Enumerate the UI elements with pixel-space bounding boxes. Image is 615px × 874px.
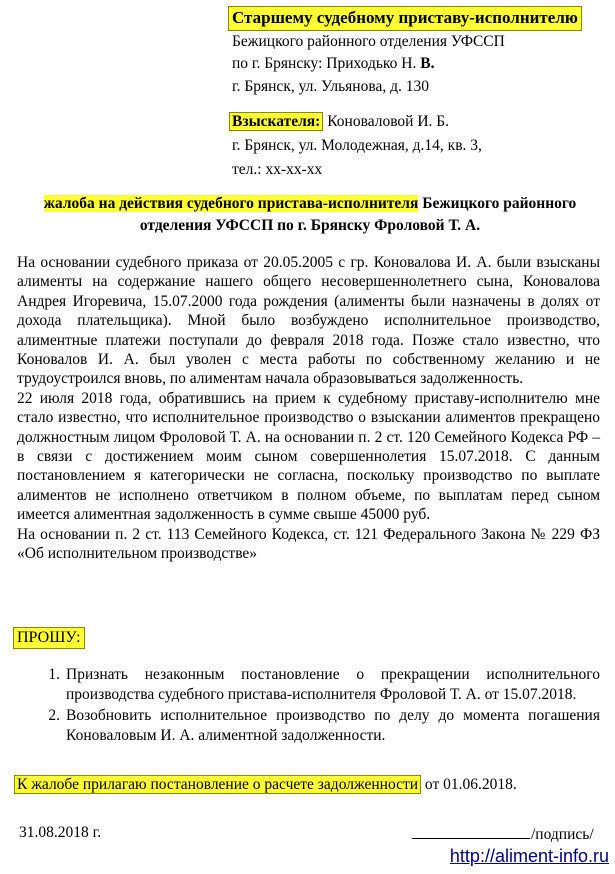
body-paragraph-1: На основании судебного приказа от 20.05.2005 с гр. Коновалова И. А. были взысканы алименты на содержание нашего общего несовершеннолетнего сына, Коновалова Андрея Игоревича, 15.07.2000 года рождения (алименты были назначены в долях от дохода плательщика). Мной было возбуждено исполнительное производство, алиментные платежи поступали до февраля 2018 года. Позже стало известно, что Коновалов И. А. был уволен с места работы по собственному желанию и не трудоустроился вновь, по алиментам начала образовываться задолженность. [17,254,600,388]
claimant-address: г. Брянск, ул. Молодежная, д.14, кв. 3, [232,137,482,154]
attachment-line [14,775,517,795]
addressee-block [232,6,602,98]
list-item-text: Возобновить исполнительное производство по делу до момента погашения Коноваловым И. А. алиментной задолженности. [66,707,600,744]
attachment-highlight: К жалобе прилагаю постановление о расчете задолженности [14,775,421,794]
claimant-label: Взыскателя: [229,112,323,131]
claimant-phone: тел.: xx-xx-xx [232,161,323,178]
claimant-block [232,110,602,182]
signature-label: /подпись/ [531,826,594,843]
body-paragraph-3: На основании п. 2 ст. 113 Семейного Кодекса, ст. 121 Федерального Закона № 229 ФЗ «Об исполнительном производстве» [17,525,600,563]
request-list [24,665,600,747]
list-item-number: 2. [48,707,60,725]
addressee-line3: г. Брянск, ул. Ульянова, д. 130 [232,77,429,95]
signature-block [412,824,594,844]
signature-line [412,824,530,839]
complaint-body [17,253,600,564]
title-rest: Бежицкого районного отделения УФССП по г. Брянску Фроловой Т. А. [139,195,577,234]
addressee-line2 [232,53,602,76]
watermark-link[interactable]: http://aliment-info.ru [449,846,609,866]
title-highlight: жалоба на действия судебного пристава-исполнителя [43,195,419,212]
list-item-number: 1. [48,666,60,683]
attachment-rest: от 01.06.2018. [421,776,517,793]
body-paragraph-2: 22 июля 2018 года, обратившись на прием к судебному приставу-исполнителю мне стало известно, что исполнительное производство о взыскании алиментов прекращено должностным лицом Фроловой Т. А. на основании п. 2 ст. 120 Семейного Кодекса РФ – в связи с достижением моим сыном совершеннолетия 15.07.2018. С данным постановлением я категорически не согласна, поскольку производство по выплате алиментов не исполнено ответчиком в полном объеме, по выплатам перед сыном имеется алиментная задолженность в сумме свыше 45000 руб. [17,389,600,524]
list-item [24,706,600,745]
list-item [24,665,600,704]
addressee-line2-bold: В [420,55,431,72]
addressee-line2-prefix: по г. Брянску: Приходько Н. [232,55,421,72]
addressee-line2-suffix: . [430,55,435,72]
request-heading: ПРОШУ: [13,627,85,649]
addressee-heading: Старшему судебному приставу-исполнителю [228,6,582,31]
list-item-text: Признать незаконным постановление о прекращении исполнительного производства судебного пристава-исполнителя Фроловой Т. А. от 15.07.2018. [66,666,600,703]
complaint-title [40,193,580,237]
document-date: 31.08.2018 г. [19,824,102,841]
claimant-name: Коноваловой И. Б. [323,113,450,130]
addressee-line1: Бежицкого районного отделения УФССП [232,32,505,50]
